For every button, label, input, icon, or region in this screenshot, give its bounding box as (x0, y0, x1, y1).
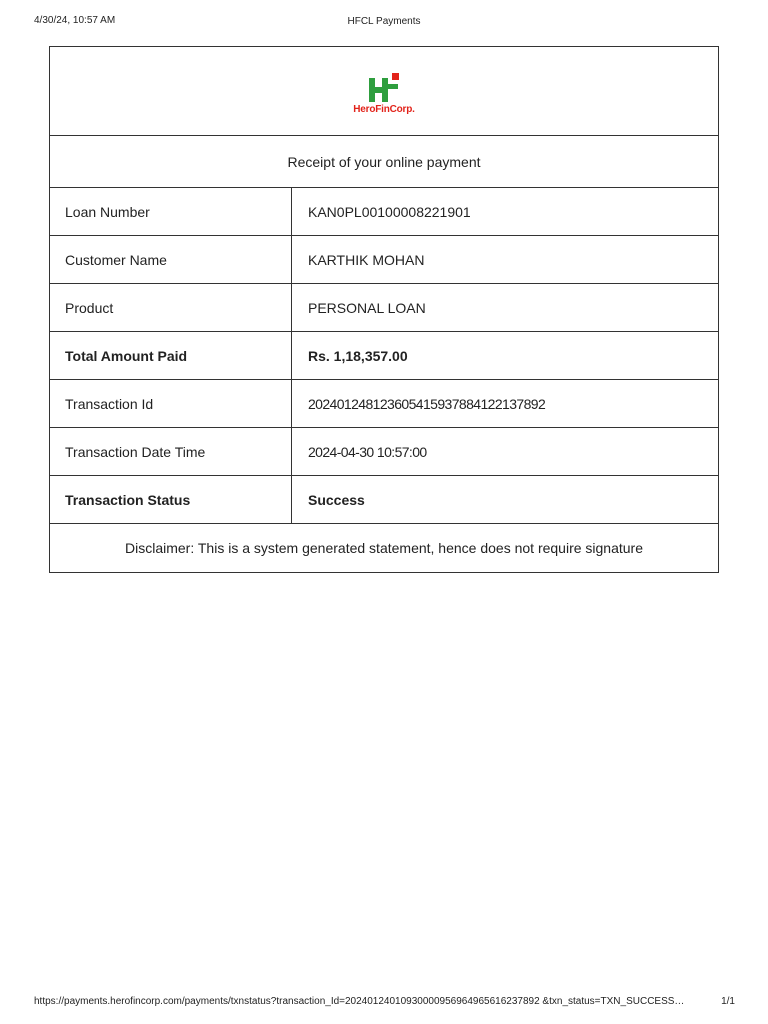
transaction-status-value: Success (308, 491, 365, 508)
row-transaction-id (50, 380, 718, 428)
total-amount-label: Total Amount Paid (50, 332, 292, 379)
print-url: https://payments.herofincorp.com/payments/txnstatus?transaction_Id=20240124010930000956964965616237892 &txn_status=TXN_SUCCESS… (34, 996, 685, 1007)
receipt-title: Receipt of your online payment (50, 136, 718, 188)
product-value: PERSONAL LOAN (308, 299, 426, 316)
brand-name (353, 104, 415, 115)
row-product (50, 284, 718, 332)
transaction-datetime-value: 2024-04-30 10:57:00 (308, 443, 427, 460)
print-page-title: HFCL Payments (347, 16, 421, 27)
row-total-amount (50, 332, 718, 380)
print-datetime: 4/30/24, 10:57 AM (34, 15, 116, 26)
brand-name-fincorp: FinCorp. (375, 104, 415, 115)
loan-number-value: KAN0PL00100008221901 (308, 203, 471, 220)
customer-name-value: KARTHIK MOHAN (308, 251, 425, 268)
transaction-id-value: 202401248123605415937884122137892 (308, 395, 546, 412)
row-customer-name (50, 236, 718, 284)
total-amount-value: Rs. 1,18,357.00 (308, 347, 408, 364)
transaction-datetime-label: Transaction Date Time (50, 428, 292, 475)
herofincorp-logo-icon (366, 73, 402, 103)
product-label: Product (50, 284, 292, 331)
print-page-count: 1/1 (721, 996, 735, 1007)
transaction-status-label: Transaction Status (50, 476, 292, 523)
row-transaction-status (50, 476, 718, 524)
brand-logo (353, 73, 415, 115)
row-loan-number (50, 188, 718, 236)
brand-name-hero: Hero (353, 104, 376, 115)
transaction-id-label: Transaction Id (50, 380, 292, 427)
loan-number-label: Loan Number (50, 188, 292, 235)
customer-name-label: Customer Name (50, 236, 292, 283)
row-transaction-datetime (50, 428, 718, 476)
disclaimer: Disclaimer: This is a system generated statement, hence does not require signature (125, 540, 643, 556)
payment-receipt (49, 46, 719, 573)
logo-row (50, 47, 718, 136)
